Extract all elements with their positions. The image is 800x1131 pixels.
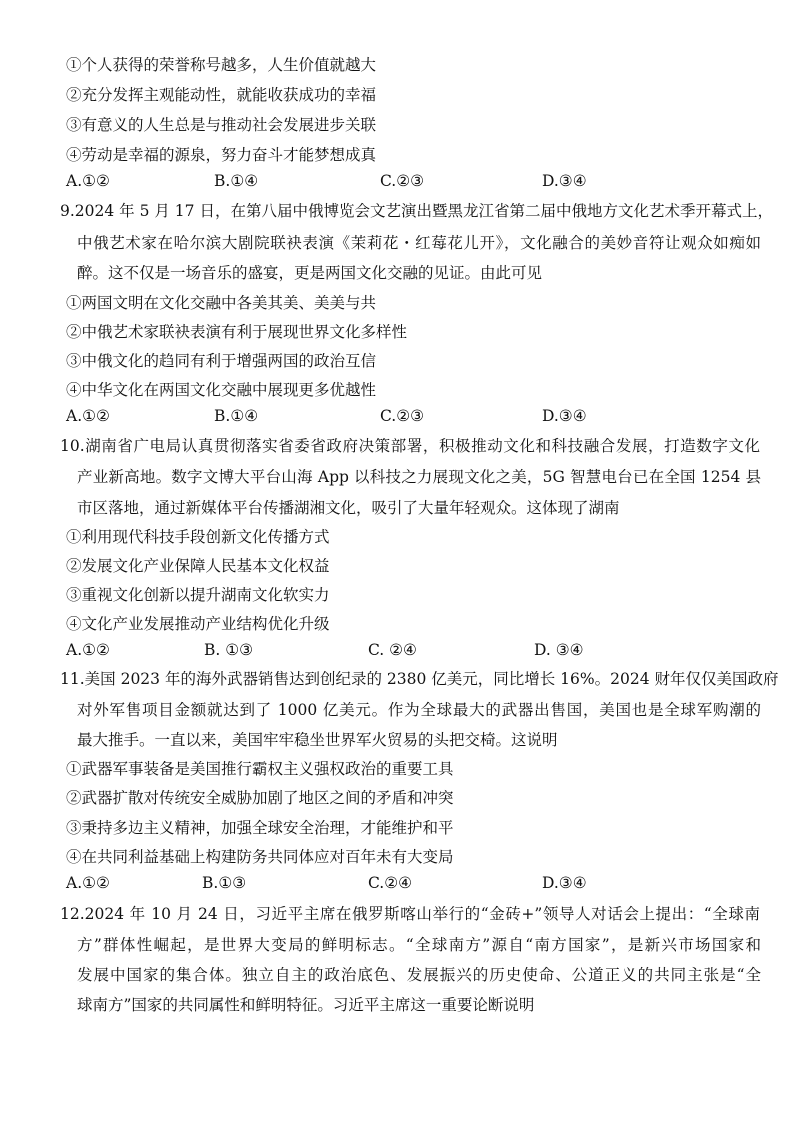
q10-option-d[interactable]: D. ③④ xyxy=(534,641,584,659)
q11-item-3: ③秉持多边主义精神，加强全球安全治理，才能维护和平 xyxy=(66,819,454,837)
q9-option-c[interactable]: C.②③ xyxy=(380,407,425,425)
q9-item-3: ③中俄文化的趋同有利于增强两国的政治互信 xyxy=(66,352,377,370)
q10-item-3: ③重视文化创新以提升湖南文化软实力 xyxy=(66,586,330,604)
q8-option-b[interactable]: B.①④ xyxy=(214,172,259,190)
q10-item-2: ②发展文化产业保障人民基本文化权益 xyxy=(66,557,330,575)
q9-stem-line-2: 中俄艺术家在哈尔滨大剧院联袂表演《茉莉花・红莓花儿开》，文化融合的美妙音符让观众如痴如 xyxy=(77,234,761,252)
q8-item-1: ①个人获得的荣誉称号越多，人生价值就越大 xyxy=(66,56,377,74)
q9-option-d[interactable]: D.③④ xyxy=(542,407,587,425)
q11-option-a[interactable]: A.①② xyxy=(66,874,110,892)
q9-item-2: ②中俄艺术家联袂表演有利于展现世界文化多样性 xyxy=(66,323,408,341)
q11-stem-line-1: 11.美国 2023 年的海外武器销售达到创纪录的 2380 亿美元，同比增长 16%。2024 财年仅仅美国政府 xyxy=(60,670,779,688)
q11-option-b[interactable]: B.①③ xyxy=(202,874,247,892)
q9-stem-line-3: 醉。这不仅是一场音乐的盛宴，更是两国文化交融的见证。由此可见 xyxy=(77,264,543,282)
q11-stem-line-2: 对外军售项目金额就达到了 1000 亿美元。作为全球最大的武器出售国，美国也是全球军购潮的 xyxy=(77,701,761,719)
q9-item-4: ④中华文化在两国文化交融中展现更多优越性 xyxy=(66,381,377,399)
q12-stem-line-4: 球南方”国家的共同属性和鲜明特征。习近平主席这一重要论断说明 xyxy=(77,996,535,1014)
q10-option-a[interactable]: A.①② xyxy=(66,641,110,659)
q12-stem-line-1: 12.2024 年 10 月 24 日，习近平主席在俄罗斯喀山举行的“金砖+”领导人对话会上提出：“全球南 xyxy=(60,905,760,923)
q8-option-d[interactable]: D.③④ xyxy=(542,172,587,190)
q9-item-1: ①两国文明在文化交融中各美其美、美美与共 xyxy=(66,294,377,312)
q11-item-1: ①武器军事装备是美国推行霸权主义强权政治的重要工具 xyxy=(66,760,454,778)
q12-stem-line-2: 方”群体性崛起，是世界大变局的鲜明标志。“全球南方”源自“南方国家”，是新兴市场国家和 xyxy=(77,936,761,954)
q11-option-d[interactable]: D.③④ xyxy=(542,874,587,892)
q8-item-2: ②充分发挥主观能动性，就能收获成功的幸福 xyxy=(66,86,377,104)
q8-item-4: ④劳动是幸福的源泉，努力奋斗才能梦想成真 xyxy=(66,146,377,164)
q11-item-2: ②武器扩散对传统安全威胁加剧了地区之间的矛盾和冲突 xyxy=(66,789,454,807)
q8-options xyxy=(66,170,766,192)
q9-option-a[interactable]: A.①② xyxy=(66,407,110,425)
q9-options xyxy=(66,405,766,427)
q10-stem-line-1: 10.湖南省广电局认真贯彻落实省委省政府决策部署，积极推动文化和科技融合发展，打造数字文化 xyxy=(60,437,760,455)
q10-item-1: ①利用现代科技手段创新文化传播方式 xyxy=(66,528,330,546)
q8-option-c[interactable]: C.②③ xyxy=(380,172,425,190)
q11-item-4: ④在共同利益基础上构建防务共同体应对百年未有大变局 xyxy=(66,848,454,866)
q8-item-3: ③有意义的人生总是与推动社会发展进步关联 xyxy=(66,116,377,134)
q10-option-b[interactable]: B. ①③ xyxy=(204,641,254,659)
q12-stem-line-3: 发展中国家的集合体。独立自主的政治底色、发展振兴的历史使命、公道正义的共同主张是“全 xyxy=(77,966,761,984)
q9-option-b[interactable]: B.①④ xyxy=(214,407,259,425)
q11-stem-line-3: 最大推手。一直以来，美国牢牢稳坐世界军火贸易的头把交椅。这说明 xyxy=(77,731,558,749)
q10-option-c[interactable]: C. ②④ xyxy=(368,641,417,659)
q10-stem-line-3: 市区落地，通过新媒体平台传播湖湘文化，吸引了大量年轻观众。这体现了湖南 xyxy=(77,499,620,517)
q10-stem-line-2: 产业新高地。数字文博大平台山海 App 以科技之力展现文化之美，5G 智慧电台已在全国 1254 县 xyxy=(77,468,761,486)
q10-item-4: ④文化产业发展推动产业结构优化升级 xyxy=(66,615,330,633)
q11-option-c[interactable]: C.②④ xyxy=(368,874,413,892)
q8-option-a[interactable]: A.①② xyxy=(66,172,110,190)
q9-stem-line-1: 9.2024 年 5 月 17 日，在第八届中俄博览会文艺演出暨黑龙江省第二届中俄地方文化艺术季开幕式上， xyxy=(60,202,773,220)
q10-options xyxy=(66,639,766,661)
q11-options xyxy=(66,872,766,894)
